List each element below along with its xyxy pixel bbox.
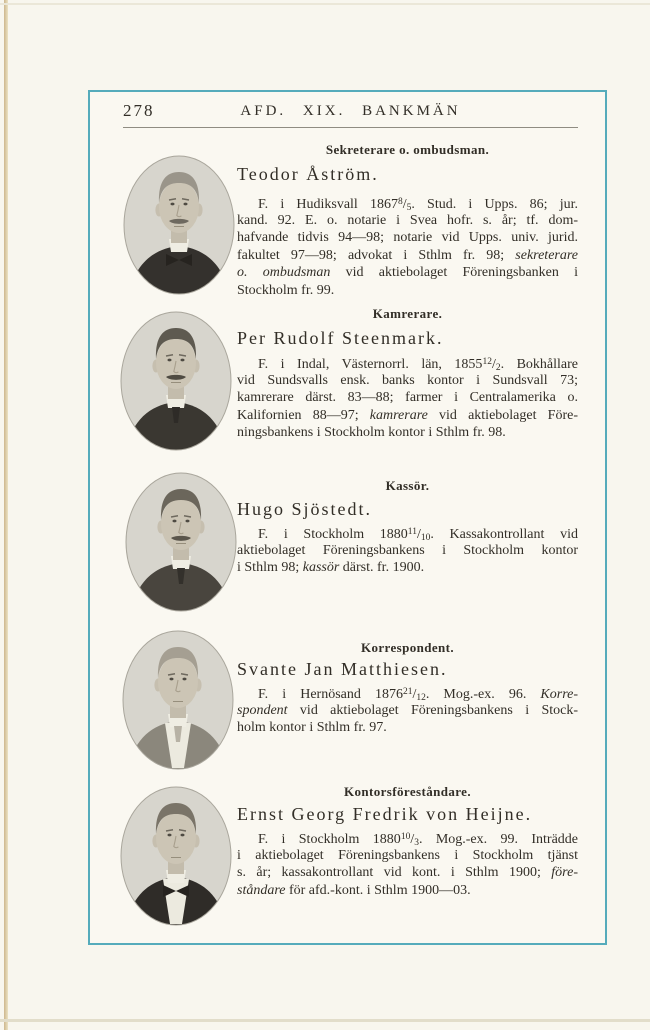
role-heading: Kamrerare. [372, 306, 443, 321]
bio-text [237, 684, 578, 737]
bio-line: spondent vid aktiebolaget Föreningsbankens i Stock- [237, 702, 578, 718]
bio-line: vid Sundsvalls ensk. banks kontor i Sundsvall 73; [237, 372, 578, 388]
portrait-photo [125, 472, 237, 612]
bio-line: F. i Hernösand $1876^{21}/_{12}$. Mog.-ex. 96. Korre- [258, 687, 578, 702]
portrait-photo [123, 155, 235, 295]
bio-line: kamrerare därst. 83—88; farmer i Centralamerika o. [237, 390, 578, 405]
birthdate-fraction: $^{12}/_2$ [482, 357, 501, 372]
bio-line: s. år; kassakontrollant vid kont. i Sthlm 1900; före- [237, 865, 578, 880]
bio-line: hafvande tidvis 94—98; notarie vid Upps. univ. jurid. [237, 230, 578, 245]
birthdate-fraction: $^{10}/_3$ [400, 832, 419, 847]
person-name: Teodor Åström. [237, 164, 379, 184]
bio-line: o. ombudsman vid aktiebolaget Föreningsbanken i [237, 265, 578, 280]
bio-line: F. i Stockholm $1880^{10}/_3$. Mog.-ex. 99. Inträdde [258, 832, 578, 847]
bio-line: Stockholm fr. 99. [237, 282, 335, 298]
bio-line: ståndare för afd.-kont. i Sthlm 1900—03. [237, 882, 471, 898]
birthdate-fraction: $^{21}/_{12}$ [402, 687, 426, 702]
person-name: Hugo Sjöstedt. [237, 499, 373, 519]
page-edge-bottom [0, 1019, 650, 1022]
bio-line: F. i Stockholm $1880^{11}/_{10}$. Kassakontrollant vid [258, 527, 578, 542]
portrait-photo [122, 630, 234, 770]
bio-line: ningsbankens i Stockholm kontor i Sthlm fr. 98. [237, 425, 506, 440]
person-name: Ernst Georg Fredrik von Heijne. [237, 804, 533, 824]
section-header: AFD. XIX. BANKMÄN [240, 103, 461, 119]
bio-line: i aktiebolaget Föreningsbankens i Stockholm tjänst [237, 847, 578, 863]
bio-line: holm kontor i Sthlm fr. 97. [237, 720, 387, 735]
bio-text [237, 194, 578, 299]
bio-line: kand. 92. E. o. notarie i Svea hofr. s. år; tf. dom- [237, 212, 578, 228]
bio-text [237, 354, 578, 442]
bio-text [237, 829, 578, 899]
person-name: Per Rudolf Steenmark. [237, 328, 444, 348]
bio-line: F. i Indal, Västernorrl. län, $1855^{12}/_2$. Bokhållare [258, 357, 578, 372]
page-edge-top [0, 3, 650, 5]
person-name: Svante Jan Matthiesen. [237, 659, 448, 679]
birthdate-fraction: $^8/_5$ [398, 197, 412, 212]
birthdate-fraction: $^{11}/_{10}$ [407, 527, 431, 542]
portrait-photo [120, 786, 232, 926]
bio-line: fakultet 97—98; advokat i Sthlm fr. 98; sekreterare [237, 247, 578, 263]
role-heading: Korrespondent. [360, 640, 455, 655]
bio-line: i Sthlm 98; kassör därst. fr. 1900. [237, 560, 425, 575]
role-heading: Kontorsföreståndare. [343, 784, 472, 799]
bio-text [237, 524, 578, 577]
page-edge-left [4, 0, 8, 1030]
bio-line: aktiebolaget Föreningsbankens i Stockholm kontor [237, 542, 578, 558]
role-heading: Sekreterare o. ombudsman. [325, 142, 490, 157]
role-heading: Kassör. [385, 478, 430, 493]
header-rule [123, 127, 578, 128]
portrait-photo [120, 311, 232, 451]
bio-line: Kalifornien 88—97; kamrerare vid aktiebolaget Före- [237, 407, 578, 423]
bio-line: F. i Hudiksvall $1867^8/_5$. Stud. i Upps. 86; jur. [258, 197, 578, 212]
page-number: 278 [123, 101, 155, 120]
